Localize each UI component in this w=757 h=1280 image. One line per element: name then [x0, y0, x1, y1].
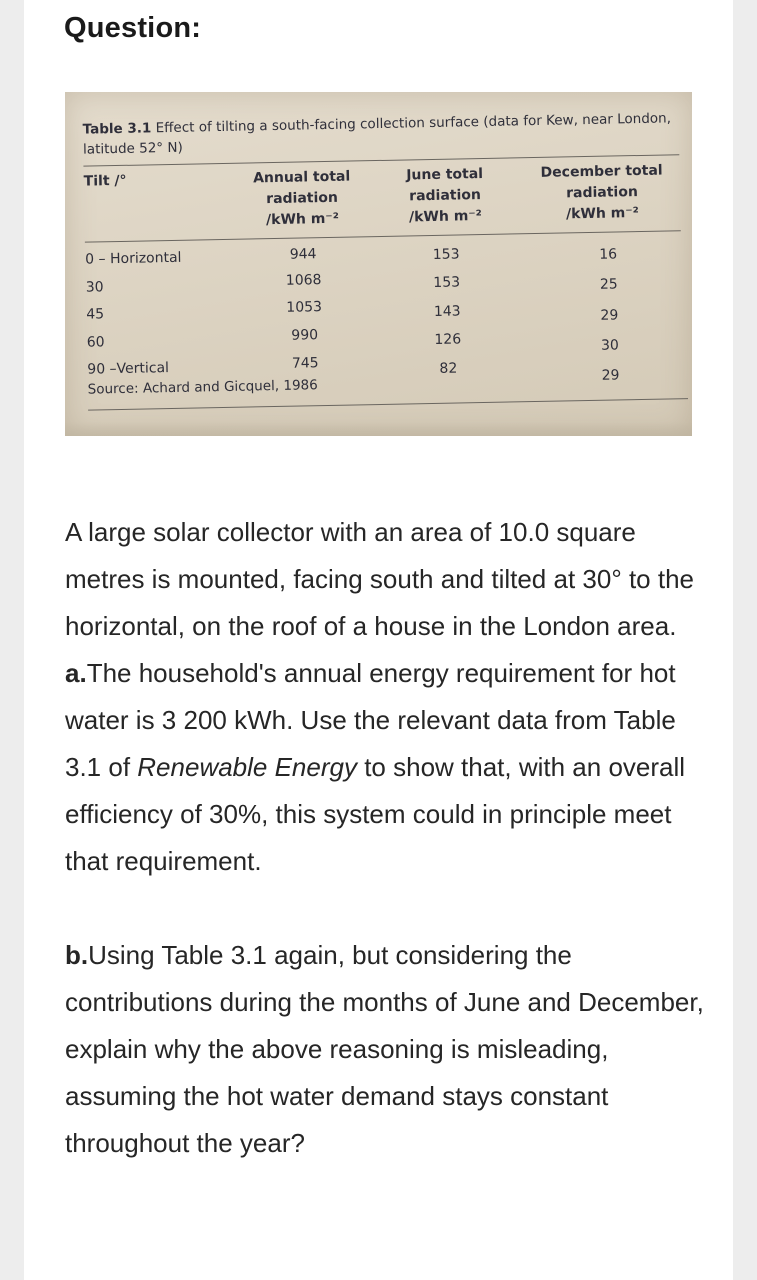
- question-heading: Question:: [64, 12, 202, 44]
- header-june: June total radiation /kWh m⁻²: [406, 165, 484, 226]
- table-bottom-rule: [88, 398, 688, 411]
- paragraph-gap: [65, 885, 705, 932]
- question-text: [65, 509, 705, 1167]
- header-annual: Annual total radiation /kWh m⁻²: [252, 168, 351, 229]
- table-source: Source: Achard and Gicquel, 1986: [87, 377, 318, 398]
- header-tilt: Tilt /°: [83, 172, 127, 190]
- photo-edge-shadow: [65, 422, 692, 436]
- question-card: [24, 0, 733, 1280]
- table-caption-label: Table 3.1: [82, 120, 152, 138]
- table-header-rule: [85, 230, 681, 242]
- question-intro: A large solar collector with an area of 10.0 square metres is mounted, facing south and tilted at 30° to the horizontal, on the roof of a house in the London area.: [65, 517, 694, 641]
- question-part-b: b.Using Table 3.1 again, but considering the contributions during the months of June and December, explain why the above reasoning is misleading, assuming the hot water demand stays constant throughout the year?: [65, 940, 704, 1158]
- table-caption-text: Effect of tilting a south-facing collection surface (data for Kew, near London, latitude 52° N): [82, 110, 672, 158]
- part-a-label: a.: [65, 658, 87, 688]
- part-b-label: b.: [65, 940, 89, 970]
- table-caption: [83, 108, 674, 159]
- table-3-1: Table 3.1 Effect of tilting a south-facing collection surface (data for Kew, near London, latitude 52° N) Tilt /° Annual total radiation /kWh m⁻² June total radiation /kWh m⁻² December total radiation /kWh m⁻² 0 – Horizontal 944 153 16 30 1068 153 25 45 1053 143 29 60 990 126 30 90 –Vertical 745 82 29 Source: Achard and Gicquel, 1986: [65, 92, 692, 436]
- book-title: Renewable Energy: [137, 752, 357, 782]
- question-part-a: a.The household's annual energy requirement for hot water is 3 200 kWh. Use the relevant data from Table 3.1 of Renewable Energy to show that, with an overall efficiency of 30%, this system could in principle meet that requirement.: [65, 658, 686, 876]
- header-december: December total radiation /kWh m⁻²: [540, 162, 663, 223]
- table-photo: [65, 92, 692, 436]
